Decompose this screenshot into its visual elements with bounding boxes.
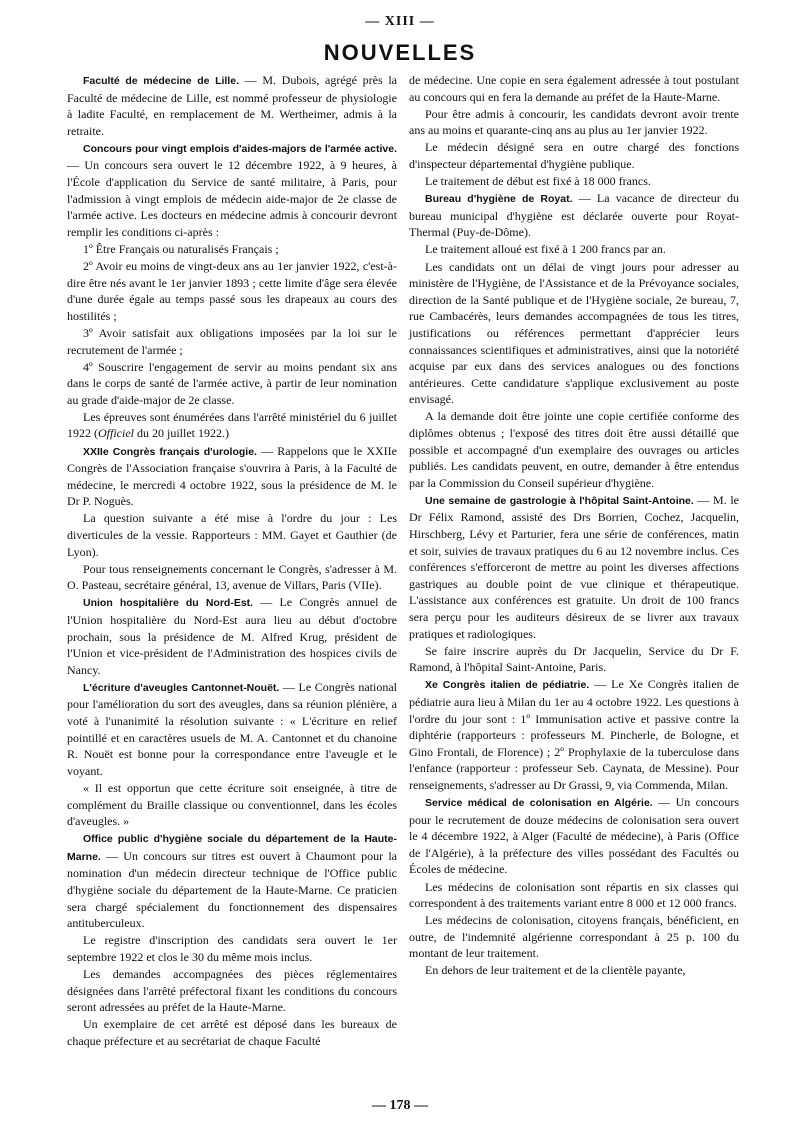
paragraph [409,408,739,491]
paragraph-text: — Le Xe Congrès italien de pédiatrie aura lieu à Milan du 1er au 4 octobre 1922. Les questions à l'ordre du jour sont : 1º Immunisation active et passive contre la diphtérie (rapporteurs : professeurs M. Pincherle, de Bologne, et Gino Frontali, de Florence) ; 2º Prophylaxie de la tuberculose dans l'enfance (rapporteur : professeur Seb. Caynata, de Messine). Pour renseignements, s'adresser au Dr Grassi, 9, via Commenda, Milan. [409,677,739,792]
paragraph-text: La question suivante a été mise à l'ordre du jour : Les diverticules de la vessie. Rapporteurs : MM. Gayet et Gauthier (de Lyon). [67,511,397,559]
paragraph [409,139,739,172]
paragraph [67,325,397,358]
news-heading: L'écriture d'aveugles Cantonnet-Nouët. [83,681,280,694]
paragraph [409,173,739,190]
paragraph [67,830,397,932]
paragraph [409,106,739,139]
news-heading: Xe Congrès italien de pédiatrie. [425,679,590,692]
paragraph-text: — Un concours sur titres est ouvert à Chaumont pour la nomination d'un médecin directeur technique de l'Office public d'hygiène sociale du département de la Haute-Marne. Ce praticien sera chargé spécialement du fonctionnement des dispensaires antituberculeux. [67,848,397,931]
paragraph [67,258,397,324]
paragraph-text: — Le Congrès annuel de l'Union hospitalière du Nord-Est aura lieu au début d'octobre prochain, sous la présidence de M. Alfred Krug, président de l'Union et vice-président de l'Administration des hospices civils de Nancy. [67,595,397,677]
paragraph [67,443,397,510]
paragraph [409,676,739,793]
news-heading: Faculté de médecine de Lille. [83,75,239,87]
paragraph-text: 2º Avoir eu moins de vingt-deux ans au 1er janvier 1922, c'est-à-dire être nés avant le 1er janvier 1893 ; cette limite d'âge sera élevée d'une durée égale au temps passé sous les drapeaux au cours des hostilités ; [67,259,397,323]
right-column [409,72,739,980]
paragraph [409,190,739,241]
page-number: — 178 — [372,1098,428,1113]
paragraph [67,72,397,139]
paragraph-text: Les demandes accompagnées des pièces réglementaires désignées dans l'arrêté préfectoral fixant les conditions du concours seront adressées au préfet de la Haute-Marne. [67,966,397,1015]
paragraph [409,241,739,258]
paragraph-text: — M. le Dr Félix Ramond, assisté des Drs Borrien, Cochez, Jacquelin, Hirschberg, Lévy et Parturier, fera une série de conférences, matin et soir, suivies de travaux pratiques du 6 au 12 novembre inclus. Ces conférences s'efforceront de mettre au point les diverses affections gastriques au double point de vue clinique et thérapeutique. L'assistance aux conférences est gratuite. Un droit de 100 francs sera perçu pour les auditeurs désireux de se livrer aux travaux pratiques et radiologiques. [409,492,739,641]
paragraph [409,492,739,642]
paragraph [67,409,397,442]
paragraph-text: A la demande doit être jointe une copie certifiée conforme des diplômes obtenus ; l'exposé des titres doit être aussi détaillé que possible et accompagné d'un exemplaire des ouvrages ou articles publiés. Les candidats peuvent, en outre, demander à être entendus par la Commission du Conseil supérieur d'hygiène. [409,409,739,490]
section-title: NOUVELLES [323,40,477,65]
paragraph-text: En dehors de leur traitement et de la clientèle payante, [425,963,686,978]
paragraph-text: Le traitement de début est fixé à 18 000 francs. [425,174,651,189]
paragraph [67,561,397,594]
paragraph-text: Les candidats ont un délai de vingt jours pour adresser au ministère de l'Hygiène, de l'Assistance et de la Prévoyance sociales, direction de la Santé publique et de l'Hygiène sociale, 2e bureau, 7, rue Cambacérès, leurs demandes accompagnées de tous les titres, justifications ou références permettant d'apprécier leurs connaissances scientifiques et administratives, ainsi que la notoriété acquise par eux dans des services analogues ou des fonctions antérieures. Cette candidature s'applique exclusivement au poste envisagé. [409,259,739,407]
news-heading: Office public d'hygiène sociale du département de la Haute-Marne. [67,833,397,863]
italic-text: Officiel [98,426,134,441]
paragraph-text: Pour être admis à concourir, les candidats devront avoir trente ans au moins et quarante-cinq ans au plus au 1er janvier 1922. [409,106,739,138]
news-heading: XXIIe Congrès français d'urologie. [83,445,257,458]
paragraph-text: Un exemplaire de cet arrêté est déposé dans les bureaux de chaque préfecture et au secrétariat de chaque Faculté [67,1017,397,1048]
left-column [67,72,397,1050]
paragraph-text: « Il est opportun que cette écriture soit enseignée, à titre de complément du Braille classique ou conventionnel, dans les écoles d'aveugles. » [67,780,397,829]
paragraph [67,594,397,678]
paragraph [67,1016,397,1049]
paragraph-text: — M. Dubois, agrégé près la Faculté de médecine de Lille, est nommé professeur de physiologie à ladite Faculté, en remplacement de M. Wertheimer, admis à la retraite. [67,73,397,138]
paragraph [67,359,397,409]
paragraph-text: — Rappelons que le XXIIe Congrès de l'Association française s'ouvrira à Paris, à la Faculté de médecine, le mercredi 4 octobre 1922, sous la présidence de M. le Dr P. Noguès. [67,443,398,509]
paragraph [67,510,397,560]
paragraph-text: 1º Être Français ou naturalisés Français ; [83,241,279,256]
paragraph [409,259,739,408]
news-heading: Concours pour vingt emplois d'aides-majors de l'armée active. [83,142,397,155]
paragraph [409,794,739,878]
paragraph-text: — La vacance de directeur du bureau municipal d'hygiène est déclarée ouverte pour Royat-Thermal (Puy-de-Dôme). [409,191,739,240]
news-heading: Une semaine de gastrologie à l'hôpital Saint-Antoine. [425,494,694,507]
paragraph-text: Se faire inscrire auprès du Dr Jacquelin, Service du Dr F. Ramond, à l'hôpital Saint-Antoine, Paris. [409,643,739,675]
paragraph [409,912,739,962]
paragraph [67,241,397,258]
paragraph-text: Le médecin désigné sera en outre chargé des fonctions d'inspecteur départemental d'hygiène publique. [409,140,739,171]
paragraph-text: de médecine. Une copie en sera également adressée à tout postulant au concours qui en fera la demande au préfet de la Haute-Marne. [409,73,739,104]
paragraph [67,780,397,830]
paragraph [67,966,397,1016]
paragraph [67,140,397,241]
paragraph-text: Les médecins de colonisation sont répartis en six classes qui correspondent à des traitements variant entre 8 000 et 12 000 francs. [409,879,739,911]
paragraph-text: — Un concours sera ouvert le 12 décembre 1922, à 9 heures, à l'École d'application du Service de santé militaire, à Paris, pour l'admission à vingt emplois de médecin aide-major de 2e classe de l'armée active. Les docteurs en médecine admis à concourir devront remplir les conditions ci-après : [67,158,397,239]
page-number-roman: — XIII — [365,14,435,29]
paragraph-text: — Le Congrès national pour l'amélioration du sort des aveugles, dans sa réunion plénière, a voté à l'unanimité la résolution suivante : « L'écriture en relief pointillé et en caractères usuels de M. A. Cantonnet et du chanoine R. Nouët est bonne pour la correspondance entre l'aveugle et le voyant. [67,679,397,778]
paragraph-text: Pour tous renseignements concernant le Congrès, s'adresser à M. O. Pasteau, secrétaire général, 13, avenue de Villars, Paris (VIIe). [67,561,397,593]
paragraph-text: Le traitement alloué est fixé à 1 200 francs par an. [425,242,666,257]
paragraph-text: Les épreuves sont énumérées dans l'arrêté ministériel du 6 juillet 1922 ( [67,409,397,441]
paragraph-text: 4º Souscrire l'engagement de servir au moins pendant six ans dans le corps de santé de l'armée active, à partir de leur nomination au grade d'aide-major de 2e classe. [67,359,397,407]
news-heading: Bureau d'hygiène de Royat. [425,193,573,206]
news-heading: Service médical de colonisation en Algérie. [425,797,653,810]
paragraph-text: 3º Avoir satisfait aux obligations imposées par la loi sur le recrutement de l'armée ; [67,325,397,357]
paragraph-text: Les médecins de colonisation, citoyens français, bénéficient, en outre, de l'indemnité algérienne correspondant à 25 p. 100 du montant de leur traitement. [409,913,739,961]
paragraph-text: — Un concours pour le recrutement de douze médecins de colonisation sera ouvert le 4 décembre 1922, à Alger (Faculté de médecine), à Paris (Office de l'Algérie), à la préfecture des villes possédant des Facultés ou Écoles de médecine. [409,795,739,877]
paragraph [409,72,739,105]
news-heading: Union hospitalière du Nord-Est. [83,597,254,610]
paragraph [409,643,739,676]
paragraph [409,962,739,979]
paragraph-text-tail: du 20 juillet 1922.) [134,426,229,441]
paragraph-text: Le registre d'inscription des candidats sera ouvert le 1er septembre 1922 et clos le 30 du même mois inclus. [67,933,397,964]
paragraph [409,879,739,912]
paragraph [67,679,397,780]
paragraph [67,932,397,965]
